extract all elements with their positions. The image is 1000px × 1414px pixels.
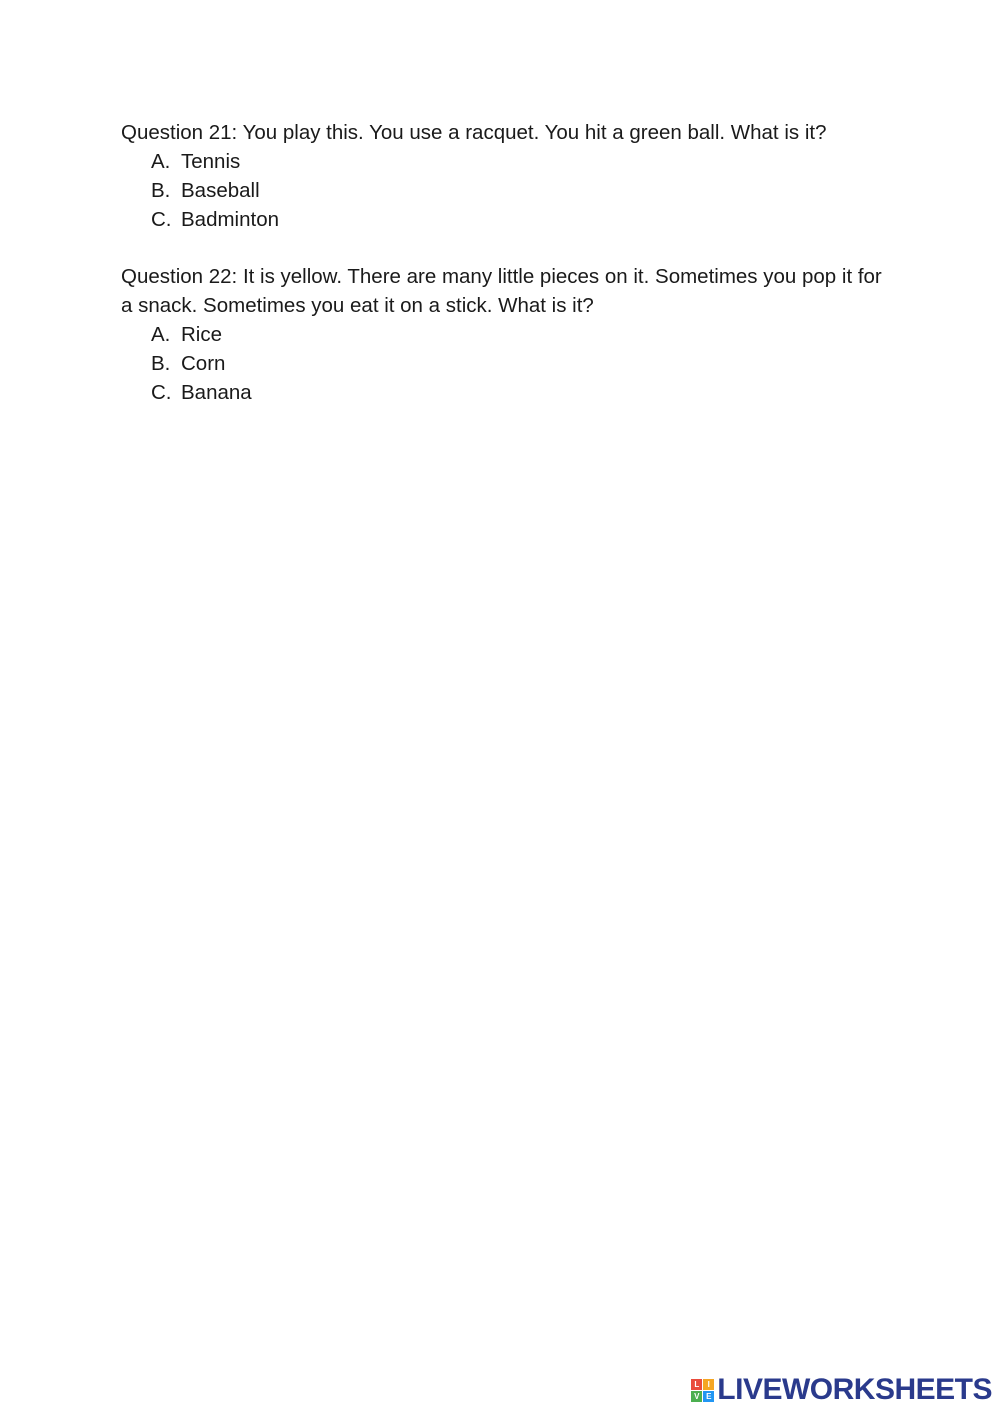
logo-cell-l: L (691, 1379, 702, 1390)
question-text: Question 21: You play this. You use a racquet. You hit a green ball. What is it? (121, 121, 827, 144)
option-b[interactable] (151, 176, 891, 205)
option-letter: A. (151, 150, 171, 173)
option-c[interactable] (151, 378, 891, 407)
option-letter: B. (151, 179, 171, 202)
option-label: Baseball (181, 179, 260, 202)
logo-cell-e: E (703, 1391, 714, 1402)
option-a[interactable] (151, 147, 891, 176)
option-label: Rice (181, 323, 223, 346)
option-letter: C. (151, 381, 172, 404)
logo-cell-v: V (691, 1391, 702, 1402)
option-letter: B. (151, 352, 171, 375)
liveworksheets-logo (691, 1372, 992, 1408)
liveworksheets-logo-icon (691, 1379, 714, 1402)
option-letter: A. (151, 323, 171, 346)
option-letter: C. (151, 208, 172, 231)
option-label: Banana (181, 381, 252, 404)
option-label: Badminton (181, 208, 280, 231)
logo-cell-i: I (703, 1379, 714, 1390)
option-label: Corn (181, 352, 226, 375)
answer-options (121, 320, 891, 407)
question-21 (121, 118, 891, 234)
question-22 (121, 262, 891, 407)
brand-name: LIVEWORKSHEETS (717, 1373, 992, 1406)
question-text: Question 22: It is yellow. There are many little pieces on it. Sometimes you pop it for a snack. Sometimes you eat it on a stick. What is it? (121, 265, 882, 317)
answer-options (121, 147, 891, 234)
option-b[interactable] (151, 349, 891, 378)
option-c[interactable] (151, 205, 891, 234)
option-label: Tennis (181, 150, 241, 173)
option-a[interactable] (151, 320, 891, 349)
